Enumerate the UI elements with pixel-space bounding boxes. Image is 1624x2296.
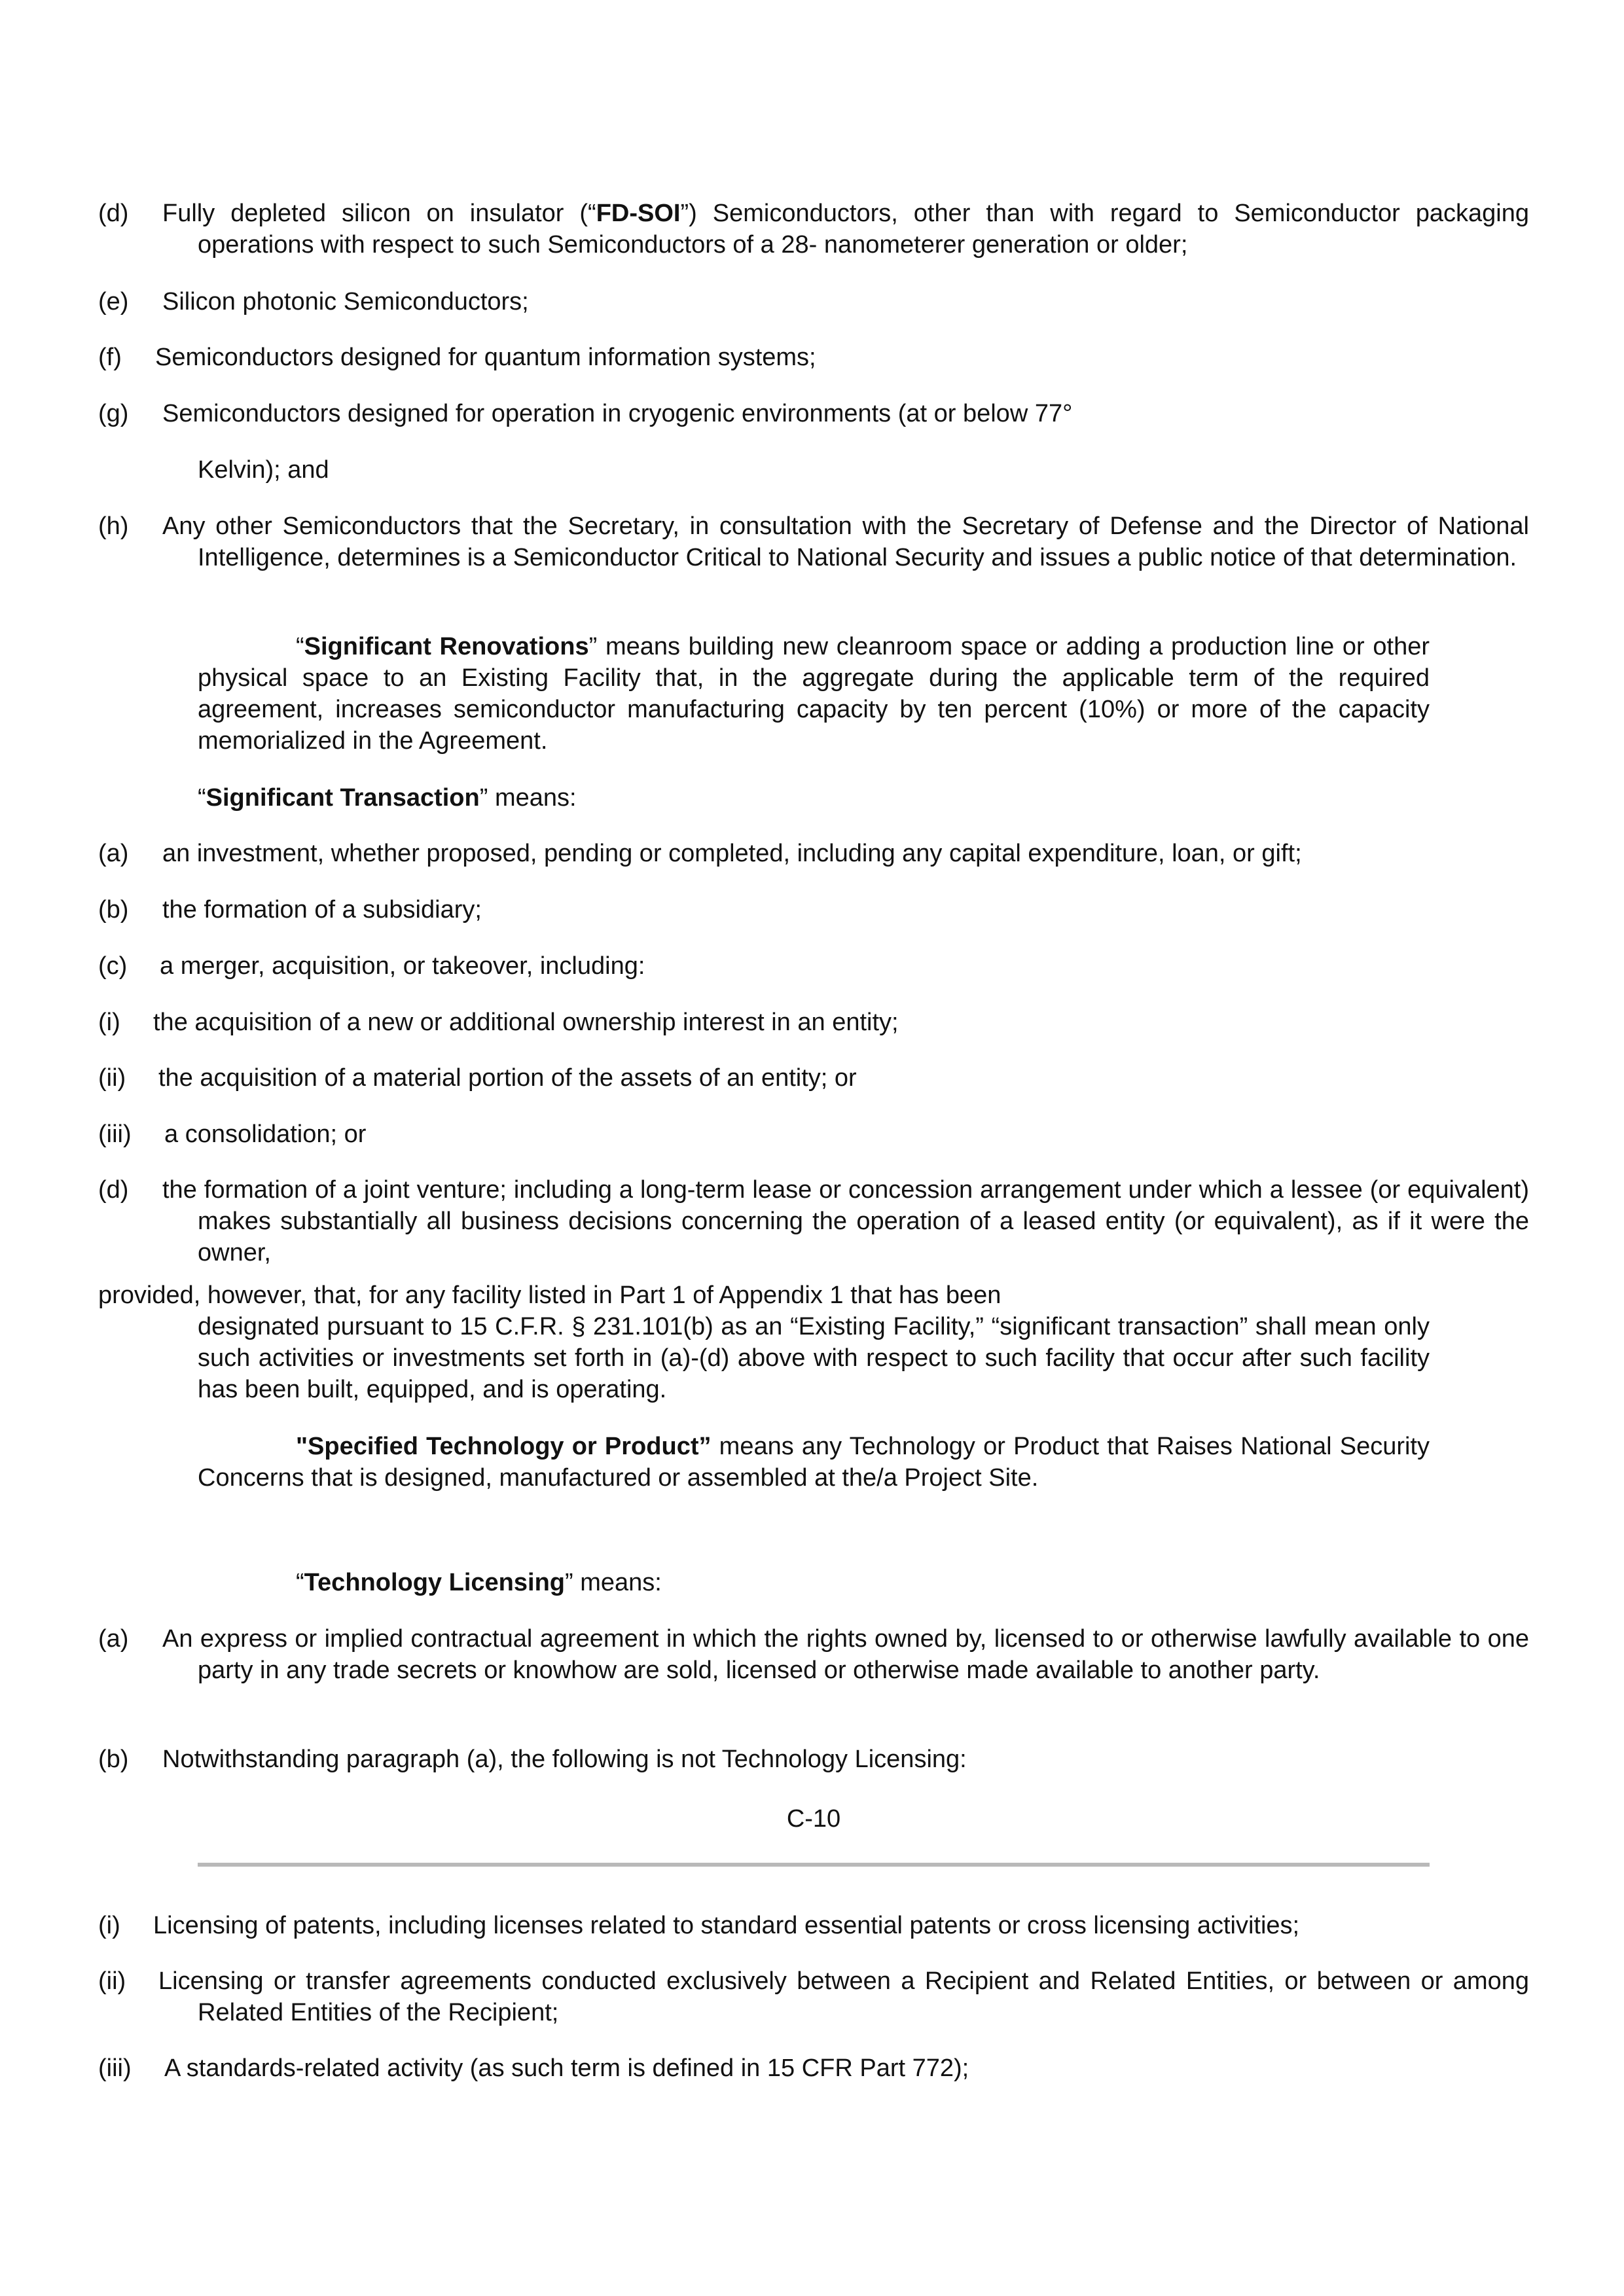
fdsoi-term: FD-SOI	[596, 200, 681, 227]
licensing-exclusion-ii	[98, 1965, 1529, 2028]
transaction-item-i	[98, 1007, 1430, 1038]
item-text: an investment, whether proposed, pending or completed, including any capital expenditure, loan, or gift;	[162, 840, 1302, 867]
licensing-exclusion-i	[98, 1910, 1430, 1941]
licensing-exclusion-iii	[98, 2053, 1430, 2084]
item-label: (ii)	[98, 1967, 126, 1995]
item-text: Any other Semiconductors that the Secretary, in consultation with the Secretary of Defense and the Director of National Intelligence, determines is a Semiconductor Critical to National Security and issues a public notice of that determination.	[162, 512, 1529, 571]
item-text: a merger, acquisition, or takeover, including:	[160, 952, 645, 980]
item-label: (b)	[98, 896, 129, 924]
item-label: (d)	[98, 1176, 129, 1204]
defined-term: "Specified Technology or Product”	[296, 1433, 712, 1460]
definition-specified-technology: "Specified Technology or Product” means any Technology or Product that Raises National Security Concerns that is designed, manufactured or assembled at the/a Project Site.	[198, 1433, 1430, 1492]
item-label: (i)	[98, 1009, 120, 1036]
item-label: (c)	[98, 952, 128, 980]
item-label: (a)	[98, 840, 129, 867]
licensing-item-b	[98, 1744, 1430, 1775]
proviso-body: designated pursuant to 15 C.F.R. § 231.101(b) as an “Existing Facility,” “significant transaction” shall mean only such activities or investments set forth in (a)-(d) above with respect to such facility that occur after such facility has been built, equipped, and is operating.	[198, 1313, 1430, 1403]
item-label: (iii)	[98, 2054, 132, 2082]
transaction-item-ii	[98, 1062, 1430, 1094]
definition-significant-renovations: “Significant Renovations” means building new cleanroom space or adding a production line or other physical space to an Existing Facility that, in the aggregate during the applicable term of the required agreement, increases semiconductor manufacturing capacity by ten percent (10%) or more of the capacity memorialized in the Agreement.	[198, 633, 1430, 755]
definition-item-f	[98, 342, 1430, 373]
item-text: Semiconductors designed for operation in cryogenic environments (at or below 77°	[162, 400, 1073, 427]
item-text: An express or implied contractual agreement in which the rights owned by, licensed to or otherwise lawfully available to one party in any trade secrets or knowhow are sold, licensed or otherwise made available to another party.	[162, 1625, 1529, 1684]
item-text: Notwithstanding paragraph (a), the following is not Technology Licensing:	[162, 1746, 967, 1773]
definition-item-h	[98, 511, 1529, 573]
item-label: (d)	[98, 200, 129, 227]
item-label: (g)	[98, 400, 129, 427]
item-text: the formation of a joint venture; including a long-term lease or concession arrangement under which a lessee (or equivalent) makes substantially all business decisions concerning the operation of a leased entity (or equivalent), as if it were the owner,	[162, 1176, 1529, 1266]
item-text: Silicon photonic Semiconductors;	[162, 288, 529, 315]
item-text: Licensing of patents, including licenses related to standard essential patents or cross licensing activities;	[153, 1912, 1300, 1939]
item-label: (f)	[98, 344, 122, 371]
licensing-item-a	[98, 1623, 1529, 1686]
defined-term: Significant Renovations	[304, 633, 589, 660]
definition-significant-transaction: “Significant Transaction” means:	[198, 784, 577, 812]
item-text: the acquisition of a new or additional ownership interest in an entity;	[153, 1009, 899, 1036]
proviso-first-line: provided, however, that, for any facility listed in Part 1 of Appendix 1 that has been	[98, 1282, 1001, 1309]
item-text: a consolidation; or	[164, 1121, 367, 1148]
item-label: (ii)	[98, 1064, 126, 1092]
item-text: Licensing or transfer agreements conducted exclusively between a Recipient and Related Entities, or between or among Related Entities of the Recipient;	[158, 1967, 1529, 2026]
defined-term: Significant Transaction	[206, 784, 480, 812]
definition-technology-licensing: “Technology Licensing” means:	[296, 1569, 662, 1596]
item-text: the acquisition of a material portion of the assets of an entity; or	[158, 1064, 857, 1092]
item-label: (b)	[98, 1746, 129, 1773]
transaction-item-c	[98, 950, 1430, 982]
transaction-item-b	[98, 894, 1430, 925]
transaction-item-a	[98, 838, 1430, 869]
item-text: A standards-related activity (as such term is defined in 15 CFR Part 772);	[164, 2054, 969, 2082]
page-number: C-10	[786, 1805, 841, 1833]
definition-item-d-fdsoi: (d) Fully depleted silicon on insulator (“FD-SOI”) Semiconductors, other than with regard to Semiconductor packaging operations with respect to such Semiconductors of a 28- nanometerer generation or older;	[98, 198, 1529, 260]
definition-item-e	[98, 286, 1430, 317]
definition-item-g-continuation: Kelvin); and	[198, 456, 329, 484]
item-label: (i)	[98, 1912, 120, 1939]
definition-item-g	[98, 398, 1430, 429]
item-text: Semiconductors designed for quantum information systems;	[155, 344, 816, 371]
item-label: (h)	[98, 512, 129, 540]
item-label: (iii)	[98, 1121, 132, 1148]
defined-term: Technology Licensing	[304, 1569, 565, 1596]
item-label: (e)	[98, 288, 129, 315]
transaction-item-d	[98, 1174, 1529, 1268]
page-break-divider	[198, 1863, 1430, 1867]
item-text: the formation of a subsidiary;	[162, 896, 482, 924]
item-label: (a)	[98, 1625, 129, 1653]
transaction-item-iii	[98, 1119, 1430, 1150]
